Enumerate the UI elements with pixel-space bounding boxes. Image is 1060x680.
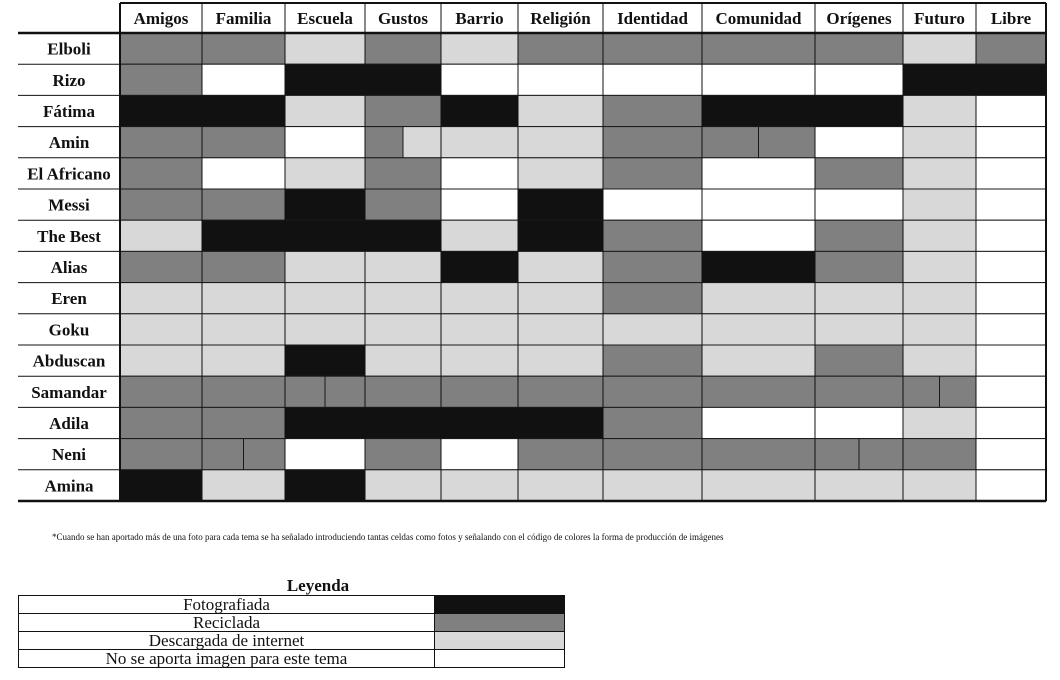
matrix-cell [120,407,202,438]
matrix-cell [202,470,285,501]
matrix-cell [441,64,518,95]
matrix-cell [244,439,286,470]
legend-title: Leyenda [286,576,350,595]
matrix-cell [365,220,441,251]
matrix-cell [702,158,815,189]
matrix-cell [441,251,518,282]
matrix-cell [976,376,1046,407]
row-label: Rizo [52,70,86,90]
row-label: Neni [52,445,86,465]
matrix-cell [202,64,285,95]
matrix-cell [365,127,403,158]
matrix-cell [120,283,202,314]
matrix-cell [976,64,1046,95]
matrix-cell [441,95,518,126]
matrix-cell [518,439,603,470]
matrix-cell [603,33,702,64]
matrix-cell [603,376,702,407]
column-header: Escuela [297,9,353,28]
column-header: Libre [990,9,1032,28]
matrix-cell [815,376,903,407]
matrix-cell [202,283,285,314]
matrix-cell [976,33,1046,64]
matrix-cell [120,439,202,470]
column-header: Religión [530,9,591,28]
matrix-cell [702,220,815,251]
matrix-cell [285,407,365,438]
matrix-cell [518,345,603,376]
legend-row [19,650,565,668]
column-header: Familia [215,9,272,28]
matrix-cell [202,345,285,376]
matrix-cell [365,376,441,407]
matrix-cell [365,33,441,64]
matrix-cell [120,314,202,345]
matrix-cell [202,376,285,407]
matrix-cell [702,439,815,470]
matrix-cell [518,283,603,314]
matrix-cell [976,127,1046,158]
matrix-cell [603,251,702,282]
matrix-cell [285,158,365,189]
matrix-cell [365,189,441,220]
matrix-cell [903,251,976,282]
matrix-cell [903,283,976,314]
matrix-cell [603,64,702,95]
matrix-cell [702,376,815,407]
matrix-cell [702,470,815,501]
matrix-cell [702,345,815,376]
matrix-cell [702,127,759,158]
matrix-cell [702,64,815,95]
row-label: Messi [48,195,90,215]
row-label: Abduscan [32,351,106,371]
legend [18,595,565,668]
matrix-cell [903,33,976,64]
matrix-cell [202,158,285,189]
matrix-cell [285,314,365,345]
legend-label: Fotografiada [19,596,435,614]
matrix-cell [441,127,518,158]
row-label: Adila [49,414,89,433]
matrix-cell [603,95,702,126]
matrix-cell [365,439,441,470]
matrix-cell [120,251,202,282]
matrix-cell [202,314,285,345]
matrix-cell [603,314,702,345]
matrix-cell [518,95,603,126]
matrix-cell [285,345,365,376]
matrix-cell [518,314,603,345]
matrix-cell [285,33,365,64]
matrix-cell [702,283,815,314]
matrix-cell [285,64,365,95]
matrix-cell [120,33,202,64]
matrix-cell [815,439,859,470]
matrix-cell [702,314,815,345]
matrix-cell [976,251,1046,282]
matrix-cell [441,345,518,376]
matrix-cell [903,314,976,345]
matrix-cell [815,470,903,501]
legend-swatch-descargada [435,632,565,650]
matrix-cell [815,64,903,95]
matrix-cell [976,407,1046,438]
matrix-cell [903,95,976,126]
matrix-cell [518,64,603,95]
matrix-cell [815,220,903,251]
matrix-cell [285,376,325,407]
matrix-cell [325,376,365,407]
matrix-cell [976,283,1046,314]
matrix-cell [120,95,202,126]
matrix-cell [120,158,202,189]
matrix-cell [903,189,976,220]
matrix-cell [202,127,285,158]
matrix-cell [202,189,285,220]
matrix-cell [603,283,702,314]
matrix-cell [859,439,903,470]
matrix-cell [202,95,285,126]
matrix-cell [365,251,441,282]
matrix-cell [903,376,940,407]
matrix-cell [202,407,285,438]
row-label: Goku [48,320,90,340]
matrix-cell [285,251,365,282]
matrix-cell [120,64,202,95]
matrix-cell [365,314,441,345]
matrix-cell [815,33,903,64]
matrix-cell [202,251,285,282]
column-header: Futuro [914,9,965,28]
legend-label: Descargada de internet [19,632,435,650]
matrix-cell [903,470,976,501]
matrix-cell [759,127,816,158]
column-header: Barrio [455,9,504,28]
matrix-cell [441,376,518,407]
matrix-cell [603,345,702,376]
matrix-cell [903,407,976,438]
legend-swatch-fotografiada [435,596,565,614]
matrix-cell [603,127,702,158]
matrix-cell [815,189,903,220]
matrix-cell [603,158,702,189]
matrix-cell [441,283,518,314]
column-header: Orígenes [826,9,892,28]
matrix-cell [441,158,518,189]
matrix-cell [518,376,603,407]
matrix-cell [202,439,244,470]
matrix-cell [815,127,903,158]
matrix-cell [603,189,702,220]
column-header: Comunidad [715,9,802,28]
column-header: Gustos [377,9,429,28]
matrix-cell [976,470,1046,501]
row-label: Fátima [43,102,95,121]
footnote: *Cuando se han aportado más de una foto para cada tema se ha señalado introduciendo tantas celdas como fotos y señalando con el código de colores la forma de producción de imágenes [52,532,724,542]
matrix-cell [441,407,518,438]
matrix-cell [702,189,815,220]
matrix-cell [441,470,518,501]
matrix-cell [365,158,441,189]
matrix-cell [285,439,365,470]
matrix-cell [815,95,903,126]
matrix-cell [976,314,1046,345]
matrix-cell [603,407,702,438]
matrix-cell [518,189,603,220]
matrix-cell [441,33,518,64]
matrix-cell [285,470,365,501]
row-label: Amina [44,476,94,496]
matrix-cell [518,33,603,64]
matrix-cell [815,158,903,189]
legend-row [19,596,565,614]
matrix-cell [120,345,202,376]
row-label: Alias [50,258,88,277]
row-label: The Best [37,226,101,246]
column-header: Identidad [617,9,688,28]
matrix-cell [518,407,603,438]
row-label: Elboli [47,39,91,59]
matrix-cell [120,127,202,158]
legend-label: No se aporta imagen para este tema [19,650,435,668]
matrix-cell [815,314,903,345]
matrix-cell [403,127,441,158]
matrix-cell [976,95,1046,126]
matrix-cell [903,64,976,95]
matrix-cell [441,220,518,251]
matrix-cell [903,127,976,158]
column-header: Amigos [133,9,189,28]
matrix-cell [365,407,441,438]
matrix-cell [815,283,903,314]
legend-row [19,614,565,632]
matrix-cell [976,189,1046,220]
matrix-cell [365,345,441,376]
row-label: El Africano [27,164,111,184]
matrix-cell [285,189,365,220]
matrix-cell [702,251,815,282]
matrix-cell [365,470,441,501]
matrix-cell [365,95,441,126]
matrix-cell [702,95,815,126]
matrix-cell [603,220,702,251]
matrix-cell [441,314,518,345]
matrix-cell [120,470,202,501]
matrix-cell [518,127,603,158]
matrix-cell [120,189,202,220]
matrix-cell [903,345,976,376]
matrix-cell [903,158,976,189]
matrix-cell [441,439,518,470]
matrix-cell [976,345,1046,376]
row-label: Eren [51,289,87,309]
matrix-cell [285,95,365,126]
matrix-cell [903,220,976,251]
matrix-cell [976,220,1046,251]
matrix-cell [365,283,441,314]
legend-swatch-no-imagen [435,650,565,668]
row-label: Samandar [31,382,107,402]
matrix-cell [603,470,702,501]
matrix-cell [285,283,365,314]
matrix-cell [815,345,903,376]
matrix-cell [518,158,603,189]
matrix-cell [940,376,977,407]
matrix-cell [702,407,815,438]
matrix-cell [285,127,365,158]
matrix-cell [702,33,815,64]
matrix-cell [441,189,518,220]
matrix-cell [976,439,1046,470]
row-label: Amin [48,133,90,153]
matrix-cell [518,251,603,282]
matrix-cell [120,220,202,251]
matrix-cell [518,220,603,251]
legend-row [19,632,565,650]
legend-swatch-reciclada [435,614,565,632]
matrix-cell [815,407,903,438]
matrix-cell [976,158,1046,189]
legend-label: Reciclada [19,614,435,632]
matrix-cell [120,376,202,407]
matrix-cell [202,220,285,251]
matrix-cell [815,251,903,282]
matrix-cell [285,220,365,251]
matrix-cell [603,439,702,470]
matrix-cell [365,64,441,95]
matrix-cell [903,439,976,470]
matrix-cell [518,470,603,501]
matrix-cell [202,33,285,64]
